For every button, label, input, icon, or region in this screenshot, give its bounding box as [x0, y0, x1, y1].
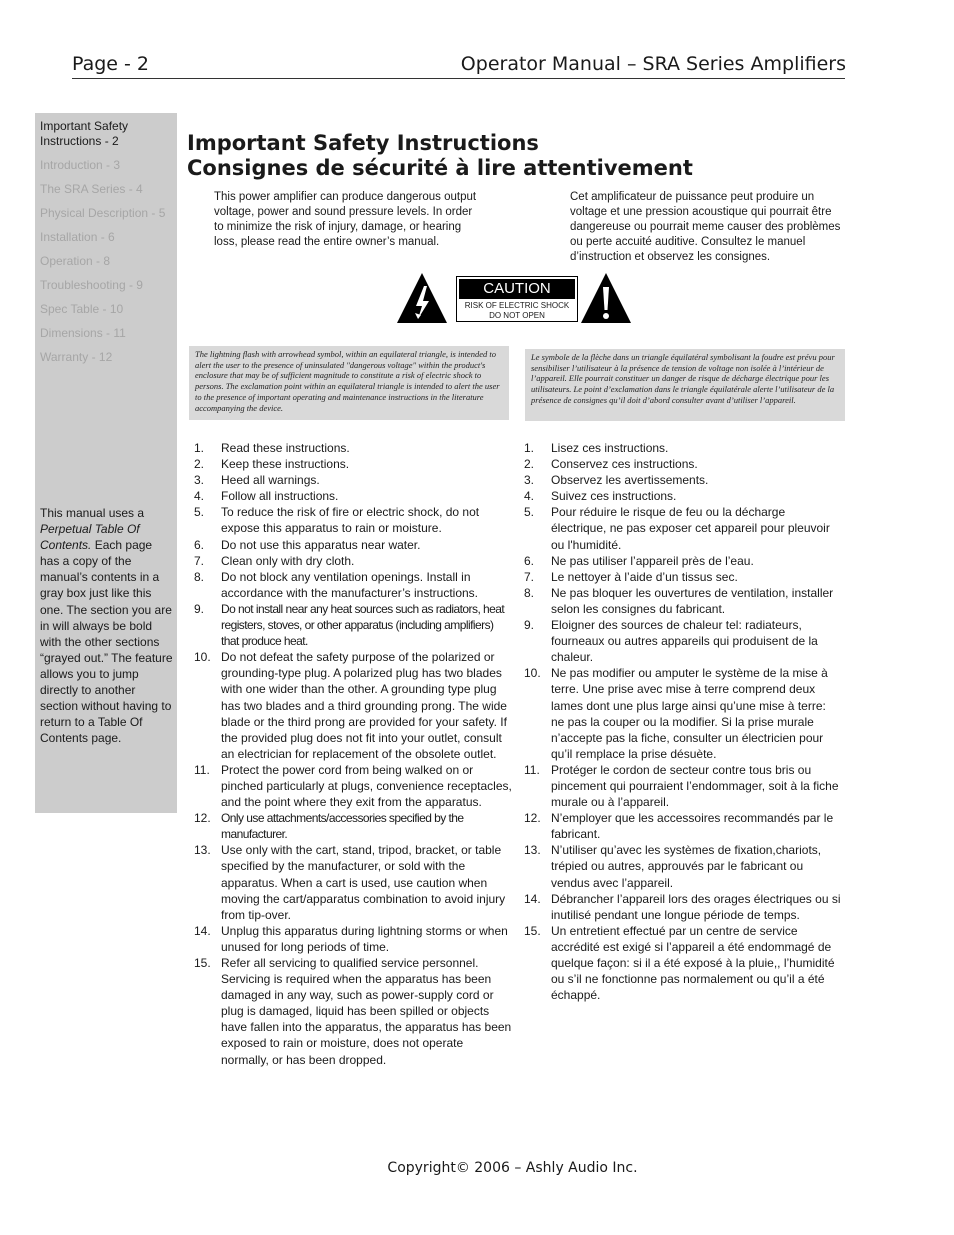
- title-english: Important Safety Instructions: [187, 131, 539, 155]
- item-number: 13.: [194, 843, 211, 858]
- list-item: [194, 537, 512, 553]
- table-of-contents-box: [35, 113, 177, 813]
- item-text: Refer all servicing to qualified service personnel. Servicing is required when the apparatus has been damaged in any way, such as power-supply cord or plug is damaged, liquid has been spilled or objects have fallen into the apparatus, the apparatus has been exposed to rain or moisture, does not operate normally, or has been dropped.: [221, 956, 512, 1067]
- item-number: 9.: [524, 618, 535, 633]
- list-item: [194, 504, 512, 536]
- item-number: 12.: [194, 811, 211, 826]
- item-number: 14.: [524, 891, 541, 906]
- copyright-footer: Copyright© 2006 – Ashly Audio Inc.: [387, 1160, 638, 1176]
- item-text: Ne pas utiliser l’appareil près de l’eau.: [551, 553, 754, 568]
- item-number: 10.: [524, 666, 541, 681]
- list-item: [524, 762, 842, 810]
- item-text: Conservez ces instructions.: [551, 457, 698, 472]
- list-item: [524, 810, 842, 842]
- item-number: 7.: [524, 569, 535, 584]
- item-text: Ne pas modifier ou amputer le système de la mise à terre. Une prise avec mise à terre comprend deux lames dont une plus large ainsi qu’une mise à terre: ne pas la couper ou la modifier. Si la prise murale n’accepte pas la fiche, consulter un électricien pour qu’il remplace la prise désuète.: [551, 666, 828, 761]
- list-item: [524, 569, 842, 585]
- toc-note-emphasis: Perpetual Table Of Contents.: [40, 522, 140, 553]
- caution-label: [396, 268, 640, 326]
- item-text: Protéger le cordon de secteur contre tous bris ou pincement qui pourraient l’endommager, soit à la fiche murale ou à l’appareil.: [551, 762, 839, 810]
- item-text: Eloigner des sources de chaleur tel: radiateurs, fourneaux ou autres appareils qui produisent de la chaleur.: [551, 618, 818, 665]
- item-text: Pour réduire le risque de feu ou la décharge électrique, ne pas exposer cet appareil pour pleuvoir ou l'humidité.: [551, 505, 830, 552]
- list-item: [194, 569, 512, 601]
- item-number: 11.: [524, 762, 540, 777]
- list-item: [524, 440, 842, 456]
- item-number: 6.: [194, 537, 205, 552]
- item-text: Suivez ces instructions.: [551, 489, 677, 504]
- item-number: 2.: [194, 457, 205, 472]
- item-text: Heed all warnings.: [221, 473, 320, 488]
- item-number: 4.: [194, 489, 205, 504]
- item-number: 1.: [524, 441, 535, 455]
- item-text: Read these instructions.: [221, 441, 350, 455]
- item-number: 14.: [194, 923, 211, 938]
- item-text: Débrancher l’appareil lors des orages électriques ou si inutilisé pendant une longue période de temps.: [551, 891, 841, 922]
- list-item: [194, 842, 512, 922]
- item-number: 5.: [194, 505, 205, 520]
- caution-warning-text: [457, 301, 577, 321]
- item-text: Follow all instructions.: [221, 489, 339, 504]
- list-item: [194, 649, 512, 762]
- toc-note-text-rest: Each page has a copy of the manual’s contents in a gray box just like this one. The section you are in will always be bold with the other sections “grayed out.” The feature allows you to jump directly to another section without having to return to a Table Of Contents page.: [40, 538, 173, 746]
- intro-english: This power amplifier can produce dangerous output voltage, power and sound pressure levels. In order to minimize the risk of injury, damage, or hearing loss, please read the entire owner’s manual.: [214, 191, 477, 248]
- item-text: Use only with the cart, stand, tripod, bracket, or table specified by the manufacturer, or sold with the apparatus. When a cart is used, use caution when moving the cart/apparatus combination to avoid injury from tip-over.: [221, 843, 506, 922]
- toc-explanation: [40, 505, 173, 746]
- item-number: 2.: [524, 457, 535, 472]
- item-text: Do not block any ventilation openings. Install in accordance with the manufacturer’s instructions.: [221, 569, 479, 600]
- list-item: [524, 585, 842, 617]
- toc-item-installation[interactable]: Installation - 6: [40, 230, 115, 244]
- toc-item-safety[interactable]: Important Safety Instructions - 2: [40, 119, 129, 148]
- item-text: Ne pas bloquer les ouvertures de ventilation, installer selon les consignes du fabricant.: [551, 585, 834, 616]
- list-item: [194, 472, 512, 488]
- toc-item-operation[interactable]: Operation - 8: [40, 254, 111, 268]
- list-item: [194, 810, 512, 842]
- item-number: 1.: [194, 441, 205, 455]
- item-text: Unplug this apparatus during lightning storms or when unused for long periods of time.: [221, 923, 508, 954]
- lightning-triangle-icon: [396, 272, 448, 324]
- caution-heading: CAUTION: [459, 279, 575, 299]
- list-item: [194, 553, 512, 569]
- item-text: Keep these instructions.: [221, 457, 350, 472]
- item-number: 9.: [194, 601, 205, 616]
- manual-title: Operator Manual – SRA Series Amplifiers: [460, 53, 846, 75]
- item-text: Do not defeat the safety purpose of the polarized or grounding-type plug. A polarized plug has two blades with one wider than the other. A grounding type plug has two blades and a third grounding prong. The wide blade or the third prong are provided for your safety. If the provided plug does not fit into your outlet, consult an electrician for replacement of the obsolete outlet.: [221, 650, 507, 761]
- list-item: [194, 955, 512, 1068]
- item-text: Lisez ces instructions.: [551, 441, 669, 455]
- list-item: [524, 923, 842, 1003]
- item-number: 10.: [194, 650, 211, 665]
- item-number: 8.: [524, 585, 535, 600]
- toc-item-sra-series[interactable]: The SRA Series - 4: [40, 182, 143, 196]
- item-number: 3.: [194, 473, 205, 488]
- item-number: 11.: [194, 762, 210, 777]
- list-item: [524, 617, 842, 665]
- item-number: 3.: [524, 473, 535, 488]
- symbol-explanation-french: Le symbole de la flèche dans un triangle équilatéral symbolisant la foudre est prévu pour sensibiliser l’utilisateur à la présence de tension de voltage non isolée à l’intérieur de l’appareil. Elle pourrait constituer un danger de risque de décharge électrique pour les utilisateurs. Le point d’exclamation dans le triangle équilatérale alerte l’utilisateur de la présence de consignes qu’il doit d’abord consulter avant d’utiliser l’appareil.: [525, 349, 845, 421]
- item-number: 7.: [194, 553, 205, 568]
- item-number: 8.: [194, 569, 205, 584]
- toc-list: [40, 119, 170, 374]
- item-number: 13.: [524, 843, 541, 858]
- list-item: [194, 440, 512, 456]
- list-item: [524, 504, 842, 552]
- item-number: 15.: [524, 923, 541, 938]
- item-number: 12.: [524, 811, 541, 826]
- exclamation-triangle-icon: [580, 272, 632, 324]
- toc-note-text: This manual uses a: [40, 506, 145, 520]
- list-item: [194, 762, 512, 810]
- list-item: [524, 488, 842, 504]
- list-item: [524, 472, 842, 488]
- item-number: 5.: [524, 505, 535, 520]
- toc-item-troubleshooting[interactable]: Troubleshooting - 9: [40, 278, 143, 292]
- page-title: [187, 131, 693, 181]
- item-number: 15.: [194, 956, 211, 970]
- title-french: Consignes de sécurité à lire attentivement: [187, 156, 693, 180]
- list-item: [524, 891, 842, 923]
- list-item: [194, 923, 512, 955]
- list-item: [524, 665, 842, 762]
- list-item: [524, 842, 842, 890]
- instructions-list-english: [194, 440, 512, 1068]
- item-text: Un entretient effectué par un centre de service accrédité est exigé si l’appareil a été endommagé de quelque façon: si il a été exposé à la pluie,, l’humidité ou s’il ne fonctionne pas normalement ou qu’il a été échappé.: [551, 923, 835, 1003]
- list-item: [194, 601, 512, 649]
- toc-item-warranty[interactable]: Warranty - 12: [40, 350, 113, 364]
- list-item: [194, 456, 512, 472]
- toc-item-dimensions[interactable]: Dimensions - 11: [40, 326, 126, 340]
- item-text: Only use attachments/accessories specified by the manufacturer.: [221, 811, 464, 842]
- item-text: N’utiliser qu’avec les systèmes de fixation,chariots, trépied ou autres, approuvés par le fabricant ou vendus avec l’appareil.: [551, 843, 822, 890]
- item-text: Protect the power cord from being walked on or pinched particularly at plugs, convenience receptacles, and the point where they exit from the apparatus.: [221, 762, 512, 810]
- list-item: [524, 456, 842, 472]
- item-text: Do not install near any heat sources such as radiators, heat registers, stoves, or other apparatus (including amplifiers) that produce heat.: [221, 601, 505, 649]
- item-text: To reduce the risk of fire or electric shock, do not expose this apparatus to rain or moisture.: [221, 505, 480, 536]
- caution-box: [456, 276, 578, 322]
- page-number: Page - 2: [72, 53, 150, 75]
- intro-french: Cet amplificateur de puissance peut produire un voltage et une pression acoustique qui pourrait être dangereuse ou pourrait meme causer des problèmes ou perte accuité auditive. Consultez le manuel d’instruction et observez les consignes.: [570, 191, 841, 263]
- header-divider: [72, 78, 845, 79]
- item-text: Clean only with dry cloth.: [221, 553, 355, 568]
- item-text: Do not use this apparatus near water.: [221, 537, 421, 552]
- list-item: [524, 553, 842, 569]
- caution-line-1: RISK OF ELECTRIC SHOCK: [464, 301, 570, 310]
- instructions-list-french: [524, 440, 842, 1003]
- list-item: [194, 488, 512, 504]
- toc-item-spec-table[interactable]: Spec Table - 10: [40, 302, 124, 316]
- item-number: 4.: [524, 489, 535, 504]
- toc-item-physical-description[interactable]: Physical Description - 5: [40, 206, 166, 220]
- item-text: Observez les avertissements.: [551, 473, 709, 488]
- item-text: Le nettoyer à l’aide d’un tissus sec.: [551, 569, 738, 584]
- caution-line-2: DO NOT OPEN: [489, 311, 545, 320]
- symbol-explanation-english: The lightning flash with arrowhead symbol, within an equilateral triangle, is intended to alert the user to the presence of uninsulated "dangerous voltage" within the product's enclosure that may be of sufficient magnitude to constitute a risk of electric shock to persons. The exclamation point within an equilateral triangle is intended to alert the user to the presence of important operating and maintenance instructions in the literature accompanying the device.: [189, 346, 509, 420]
- item-text: N’employer que les accessoires recommandés par le fabricant.: [551, 811, 834, 842]
- toc-item-introduction[interactable]: Introduction - 3: [40, 158, 121, 172]
- item-number: 6.: [524, 553, 535, 568]
